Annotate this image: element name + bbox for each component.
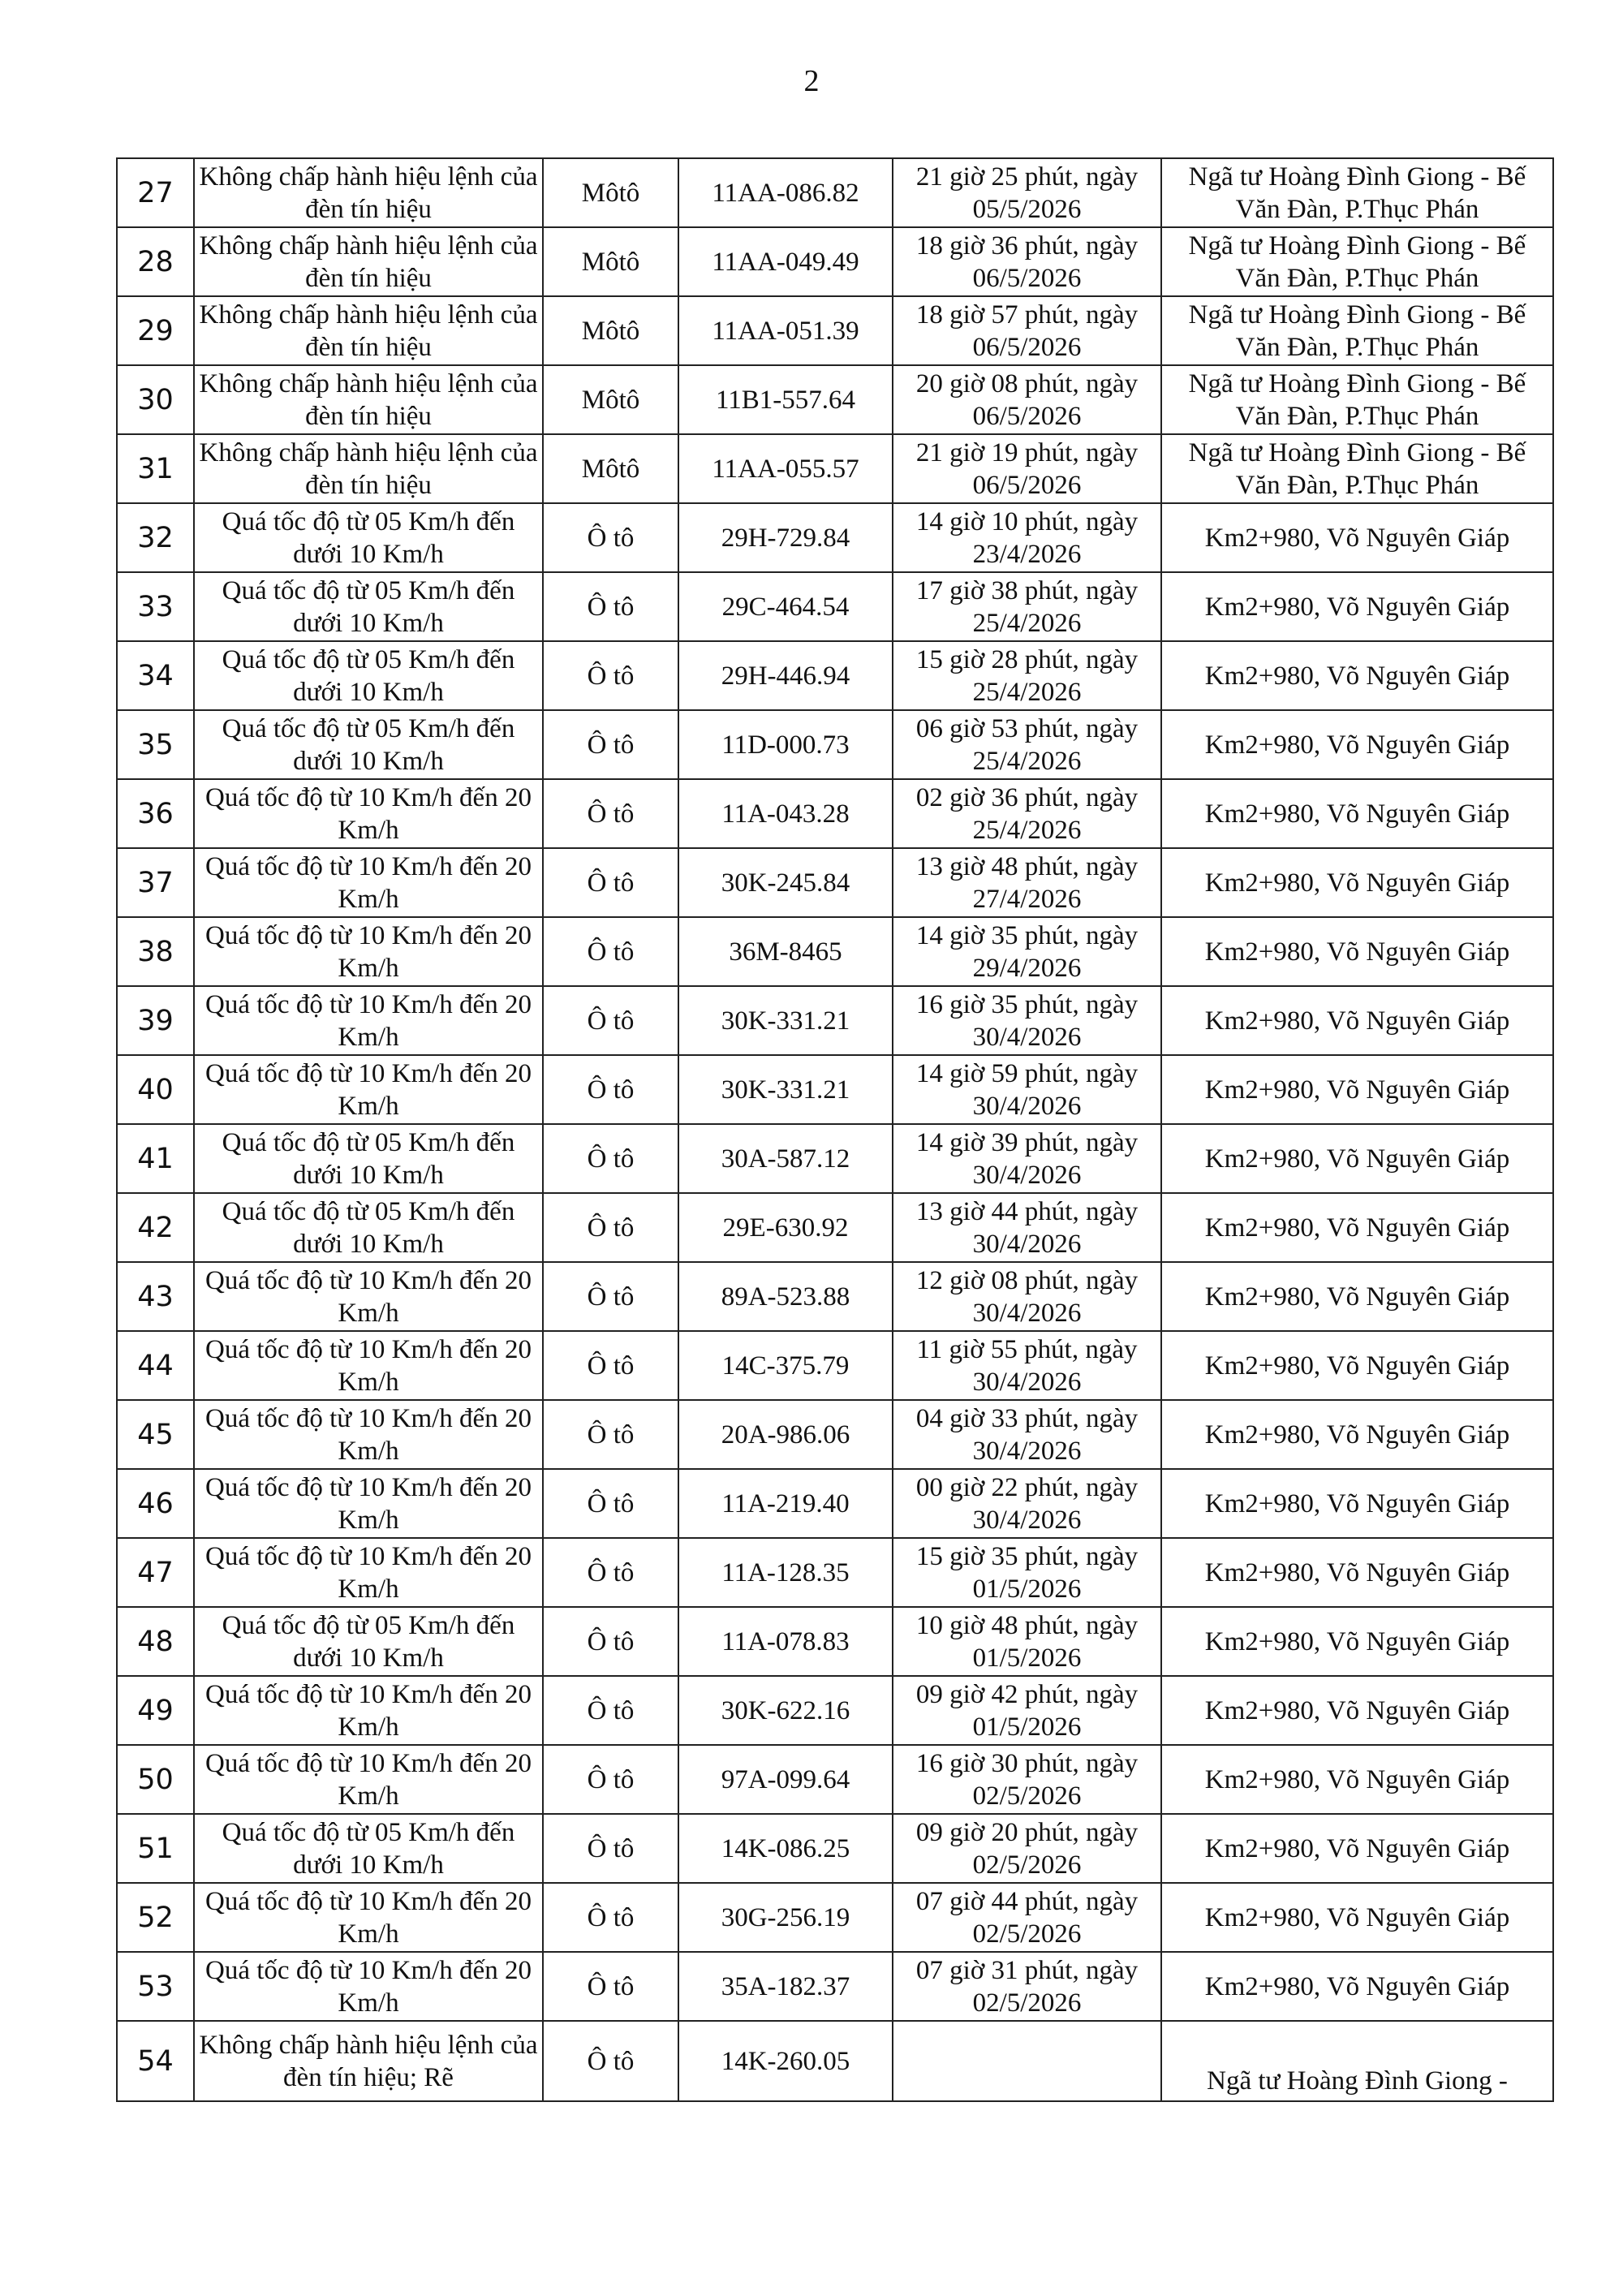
- table-body: [117, 158, 1553, 2101]
- location-cell: Km2+980, Võ Nguyên Giáp: [1161, 1124, 1553, 1193]
- violation-cell: Quá tốc độ từ 10 Km/h đến 20 Km/h: [194, 1331, 543, 1400]
- violation-time-cell: 14 giờ 35 phút, ngày 29/4/2026: [893, 917, 1161, 986]
- violation-cell: Quá tốc độ từ 10 Km/h đến 20 Km/h: [194, 779, 543, 848]
- violation-time-cell: 00 giờ 22 phút, ngày 30/4/2026: [893, 1469, 1161, 1538]
- violation-time-cell: 14 giờ 10 phút, ngày 23/4/2026: [893, 503, 1161, 572]
- license-plate-cell: 14C-375.79: [678, 1331, 893, 1400]
- vehicle-type-cell: Ô tô: [543, 1538, 678, 1607]
- license-plate-cell: 29H-446.94: [678, 641, 893, 710]
- vehicle-type-cell: Ô tô: [543, 1607, 678, 1676]
- location-cell: Km2+980, Võ Nguyên Giáp: [1161, 848, 1553, 917]
- license-plate-cell: 29E-630.92: [678, 1193, 893, 1262]
- violation-cell: Quá tốc độ từ 10 Km/h đến 20 Km/h: [194, 1676, 543, 1745]
- vehicle-type-cell: Ô tô: [543, 2021, 678, 2101]
- license-plate-cell: 14K-086.25: [678, 1814, 893, 1883]
- vehicle-type-cell: Ô tô: [543, 917, 678, 986]
- license-plate-cell: 97A-099.64: [678, 1745, 893, 1814]
- location-cell: Km2+980, Võ Nguyên Giáp: [1161, 1676, 1553, 1745]
- row-number-cell: 37: [117, 848, 194, 917]
- vehicle-type-cell: Ô tô: [543, 1331, 678, 1400]
- table-row: [117, 1676, 1553, 1745]
- location-cell: Ngã tư Hoàng Đình Giong - Bế Văn Đàn, P.Thục Phán: [1161, 296, 1553, 365]
- violation-cell: Không chấp hành hiệu lệnh của đèn tín hiệu: [194, 296, 543, 365]
- table-row: [117, 365, 1553, 434]
- table-row: [117, 1193, 1553, 1262]
- violation-cell: Quá tốc độ từ 10 Km/h đến 20 Km/h: [194, 1745, 543, 1814]
- vehicle-type-cell: Ô tô: [543, 1193, 678, 1262]
- vehicle-type-cell: Môtô: [543, 296, 678, 365]
- violation-cell: Quá tốc độ từ 05 Km/h đến dưới 10 Km/h: [194, 503, 543, 572]
- violation-time-cell: 21 giờ 19 phút, ngày 06/5/2026: [893, 434, 1161, 503]
- location-cell: Km2+980, Võ Nguyên Giáp: [1161, 710, 1553, 779]
- table-row: [117, 1814, 1553, 1883]
- license-plate-cell: 11AA-086.82: [678, 158, 893, 227]
- location-cell: Km2+980, Võ Nguyên Giáp: [1161, 1400, 1553, 1469]
- violation-time-cell: [893, 2021, 1161, 2101]
- vehicle-type-cell: Ô tô: [543, 1400, 678, 1469]
- violation-time-cell: 20 giờ 08 phút, ngày 06/5/2026: [893, 365, 1161, 434]
- table-row: [117, 917, 1553, 986]
- row-number-cell: 38: [117, 917, 194, 986]
- license-plate-cell: 11A-078.83: [678, 1607, 893, 1676]
- table-row: [117, 158, 1553, 227]
- location-cell: Km2+980, Võ Nguyên Giáp: [1161, 986, 1553, 1055]
- row-number-cell: 40: [117, 1055, 194, 1124]
- vehicle-type-cell: Ô tô: [543, 779, 678, 848]
- violation-cell: Quá tốc độ từ 10 Km/h đến 20 Km/h: [194, 848, 543, 917]
- violation-time-cell: 02 giờ 36 phút, ngày 25/4/2026: [893, 779, 1161, 848]
- location-cell: Km2+980, Võ Nguyên Giáp: [1161, 1538, 1553, 1607]
- violation-time-cell: 07 giờ 31 phút, ngày 02/5/2026: [893, 1952, 1161, 2021]
- table-row: [117, 296, 1553, 365]
- table-row: [117, 1262, 1553, 1331]
- vehicle-type-cell: Ô tô: [543, 710, 678, 779]
- row-number-cell: 54: [117, 2021, 194, 2101]
- violation-cell: Quá tốc độ từ 10 Km/h đến 20 Km/h: [194, 1952, 543, 2021]
- violation-cell: Quá tốc độ từ 05 Km/h đến dưới 10 Km/h: [194, 1814, 543, 1883]
- violation-cell: Quá tốc độ từ 05 Km/h đến dưới 10 Km/h: [194, 572, 543, 641]
- violation-cell: Quá tốc độ từ 05 Km/h đến dưới 10 Km/h: [194, 1124, 543, 1193]
- license-plate-cell: 11AA-049.49: [678, 227, 893, 296]
- violation-time-cell: 11 giờ 55 phút, ngày 30/4/2026: [893, 1331, 1161, 1400]
- license-plate-cell: 30K-331.21: [678, 986, 893, 1055]
- table-row: [117, 710, 1553, 779]
- violation-cell: Không chấp hành hiệu lệnh của đèn tín hiệu; Rẽ: [194, 2021, 543, 2101]
- license-plate-cell: 11B1-557.64: [678, 365, 893, 434]
- table-row: [117, 1952, 1553, 2021]
- violation-time-cell: 14 giờ 39 phút, ngày 30/4/2026: [893, 1124, 1161, 1193]
- vehicle-type-cell: Ô tô: [543, 1055, 678, 1124]
- location-cell: Km2+980, Võ Nguyên Giáp: [1161, 1814, 1553, 1883]
- violation-cell: Quá tốc độ từ 10 Km/h đến 20 Km/h: [194, 986, 543, 1055]
- violation-cell: Không chấp hành hiệu lệnh của đèn tín hiệu: [194, 158, 543, 227]
- row-number-cell: 44: [117, 1331, 194, 1400]
- license-plate-cell: 30A-587.12: [678, 1124, 893, 1193]
- vehicle-type-cell: Ô tô: [543, 1952, 678, 2021]
- table-row: [117, 641, 1553, 710]
- license-plate-cell: 11A-219.40: [678, 1469, 893, 1538]
- row-number-cell: 36: [117, 779, 194, 848]
- row-number-cell: 47: [117, 1538, 194, 1607]
- location-cell: Km2+980, Võ Nguyên Giáp: [1161, 1331, 1553, 1400]
- table-row: [117, 848, 1553, 917]
- violation-time-cell: 13 giờ 48 phút, ngày 27/4/2026: [893, 848, 1161, 917]
- table-row: [117, 2021, 1553, 2101]
- violation-time-cell: 16 giờ 35 phút, ngày 30/4/2026: [893, 986, 1161, 1055]
- location-cell: Ngã tư Hoàng Đình Giong - Bế Văn Đàn, P.Thục Phán: [1161, 365, 1553, 434]
- location-cell: Km2+980, Võ Nguyên Giáp: [1161, 1055, 1553, 1124]
- violation-cell: Không chấp hành hiệu lệnh của đèn tín hiệu: [194, 227, 543, 296]
- violation-cell: Quá tốc độ từ 10 Km/h đến 20 Km/h: [194, 1400, 543, 1469]
- vehicle-type-cell: Môtô: [543, 365, 678, 434]
- license-plate-cell: 29C-464.54: [678, 572, 893, 641]
- location-cell: Km2+980, Võ Nguyên Giáp: [1161, 572, 1553, 641]
- license-plate-cell: 30K-245.84: [678, 848, 893, 917]
- vehicle-type-cell: Ô tô: [543, 848, 678, 917]
- violation-cell: Quá tốc độ từ 05 Km/h đến dưới 10 Km/h: [194, 1193, 543, 1262]
- row-number-cell: 33: [117, 572, 194, 641]
- row-number-cell: 53: [117, 1952, 194, 2021]
- vehicle-type-cell: Môtô: [543, 227, 678, 296]
- vehicle-type-cell: Ô tô: [543, 1262, 678, 1331]
- row-number-cell: 30: [117, 365, 194, 434]
- violation-time-cell: 17 giờ 38 phút, ngày 25/4/2026: [893, 572, 1161, 641]
- license-plate-cell: 14K-260.05: [678, 2021, 893, 2101]
- vehicle-type-cell: Ô tô: [543, 1745, 678, 1814]
- table-row: [117, 572, 1553, 641]
- row-number-cell: 43: [117, 1262, 194, 1331]
- violation-cell: Quá tốc độ từ 10 Km/h đến 20 Km/h: [194, 1262, 543, 1331]
- violation-time-cell: 07 giờ 44 phút, ngày 02/5/2026: [893, 1883, 1161, 1952]
- table-row: [117, 1331, 1553, 1400]
- violation-cell: Quá tốc độ từ 05 Km/h đến dưới 10 Km/h: [194, 1607, 543, 1676]
- table-row: [117, 503, 1553, 572]
- row-number-cell: 29: [117, 296, 194, 365]
- violation-cell: Quá tốc độ từ 10 Km/h đến 20 Km/h: [194, 1883, 543, 1952]
- violation-time-cell: 16 giờ 30 phút, ngày 02/5/2026: [893, 1745, 1161, 1814]
- license-plate-cell: 29H-729.84: [678, 503, 893, 572]
- row-number-cell: 41: [117, 1124, 194, 1193]
- license-plate-cell: 11A-128.35: [678, 1538, 893, 1607]
- violation-time-cell: 10 giờ 48 phút, ngày 01/5/2026: [893, 1607, 1161, 1676]
- violation-time-cell: 18 giờ 57 phút, ngày 06/5/2026: [893, 296, 1161, 365]
- row-number-cell: 50: [117, 1745, 194, 1814]
- violation-time-cell: 15 giờ 28 phút, ngày 25/4/2026: [893, 641, 1161, 710]
- violation-time-cell: 09 giờ 42 phút, ngày 01/5/2026: [893, 1676, 1161, 1745]
- violation-time-cell: 12 giờ 08 phút, ngày 30/4/2026: [893, 1262, 1161, 1331]
- row-number-cell: 52: [117, 1883, 194, 1952]
- table-row: [117, 779, 1553, 848]
- violation-cell: Không chấp hành hiệu lệnh của đèn tín hiệu: [194, 434, 543, 503]
- row-number-cell: 28: [117, 227, 194, 296]
- row-number-cell: 51: [117, 1814, 194, 1883]
- row-number-cell: 39: [117, 986, 194, 1055]
- location-cell: Km2+980, Võ Nguyên Giáp: [1161, 1745, 1553, 1814]
- violation-time-cell: 04 giờ 33 phút, ngày 30/4/2026: [893, 1400, 1161, 1469]
- license-plate-cell: 11D-000.73: [678, 710, 893, 779]
- row-number-cell: 35: [117, 710, 194, 779]
- vehicle-type-cell: Ô tô: [543, 1676, 678, 1745]
- location-cell: Ngã tư Hoàng Đình Giong -: [1161, 2021, 1553, 2101]
- license-plate-cell: 30G-256.19: [678, 1883, 893, 1952]
- row-number-cell: 48: [117, 1607, 194, 1676]
- location-cell: Km2+980, Võ Nguyên Giáp: [1161, 1883, 1553, 1952]
- table-row: [117, 227, 1553, 296]
- table-row: [117, 1055, 1553, 1124]
- violation-time-cell: 14 giờ 59 phút, ngày 30/4/2026: [893, 1055, 1161, 1124]
- row-number-cell: 46: [117, 1469, 194, 1538]
- table-row: [117, 1538, 1553, 1607]
- violations-table: [116, 157, 1554, 2102]
- license-plate-cell: 11A-043.28: [678, 779, 893, 848]
- table-row: [117, 1607, 1553, 1676]
- violation-cell: Quá tốc độ từ 10 Km/h đến 20 Km/h: [194, 1055, 543, 1124]
- violation-cell: Quá tốc độ từ 10 Km/h đến 20 Km/h: [194, 1538, 543, 1607]
- page-number: 2: [803, 64, 820, 98]
- license-plate-cell: 30K-622.16: [678, 1676, 893, 1745]
- license-plate-cell: 11AA-055.57: [678, 434, 893, 503]
- vehicle-type-cell: Ô tô: [543, 1469, 678, 1538]
- location-cell: Km2+980, Võ Nguyên Giáp: [1161, 1262, 1553, 1331]
- location-cell: Ngã tư Hoàng Đình Giong - Bế Văn Đàn, P.Thục Phán: [1161, 227, 1553, 296]
- violation-time-cell: 13 giờ 44 phút, ngày 30/4/2026: [893, 1193, 1161, 1262]
- row-number-cell: 32: [117, 503, 194, 572]
- vehicle-type-cell: Ô tô: [543, 572, 678, 641]
- license-plate-cell: 30K-331.21: [678, 1055, 893, 1124]
- violation-time-cell: 18 giờ 36 phút, ngày 06/5/2026: [893, 227, 1161, 296]
- table-row: [117, 986, 1553, 1055]
- location-cell: Km2+980, Võ Nguyên Giáp: [1161, 503, 1553, 572]
- row-number-cell: 42: [117, 1193, 194, 1262]
- license-plate-cell: 20A-986.06: [678, 1400, 893, 1469]
- violation-time-cell: 15 giờ 35 phút, ngày 01/5/2026: [893, 1538, 1161, 1607]
- violation-cell: Quá tốc độ từ 05 Km/h đến dưới 10 Km/h: [194, 710, 543, 779]
- violation-cell: Không chấp hành hiệu lệnh của đèn tín hiệu: [194, 365, 543, 434]
- violation-time-cell: 06 giờ 53 phút, ngày 25/4/2026: [893, 710, 1161, 779]
- license-plate-cell: 11AA-051.39: [678, 296, 893, 365]
- location-cell: Km2+980, Võ Nguyên Giáp: [1161, 917, 1553, 986]
- table-row: [117, 1400, 1553, 1469]
- row-number-cell: 31: [117, 434, 194, 503]
- violation-time-cell: 21 giờ 25 phút, ngày 05/5/2026: [893, 158, 1161, 227]
- table-row: [117, 1124, 1553, 1193]
- table-row: [117, 1469, 1553, 1538]
- vehicle-type-cell: Ô tô: [543, 986, 678, 1055]
- row-number-cell: 27: [117, 158, 194, 227]
- table-row: [117, 434, 1553, 503]
- vehicle-type-cell: Môtô: [543, 434, 678, 503]
- location-cell: Km2+980, Võ Nguyên Giáp: [1161, 1469, 1553, 1538]
- location-cell: Km2+980, Võ Nguyên Giáp: [1161, 641, 1553, 710]
- row-number-cell: 34: [117, 641, 194, 710]
- location-cell: Km2+980, Võ Nguyên Giáp: [1161, 1952, 1553, 2021]
- violation-cell: Quá tốc độ từ 05 Km/h đến dưới 10 Km/h: [194, 641, 543, 710]
- location-cell: Ngã tư Hoàng Đình Giong - Bế Văn Đàn, P.Thục Phán: [1161, 158, 1553, 227]
- vehicle-type-cell: Ô tô: [543, 1124, 678, 1193]
- table-row: [117, 1745, 1553, 1814]
- location-cell: Km2+980, Võ Nguyên Giáp: [1161, 1193, 1553, 1262]
- row-number-cell: 45: [117, 1400, 194, 1469]
- vehicle-type-cell: Ô tô: [543, 1883, 678, 1952]
- vehicle-type-cell: Ô tô: [543, 641, 678, 710]
- table-row: [117, 1883, 1553, 1952]
- violation-cell: Quá tốc độ từ 10 Km/h đến 20 Km/h: [194, 1469, 543, 1538]
- location-cell: Km2+980, Võ Nguyên Giáp: [1161, 1607, 1553, 1676]
- violation-cell: Quá tốc độ từ 10 Km/h đến 20 Km/h: [194, 917, 543, 986]
- vehicle-type-cell: Môtô: [543, 158, 678, 227]
- location-cell: Ngã tư Hoàng Đình Giong - Bế Văn Đàn, P.Thục Phán: [1161, 434, 1553, 503]
- violation-time-cell: 09 giờ 20 phút, ngày 02/5/2026: [893, 1814, 1161, 1883]
- license-plate-cell: 35A-182.37: [678, 1952, 893, 2021]
- vehicle-type-cell: Ô tô: [543, 1814, 678, 1883]
- license-plate-cell: 89A-523.88: [678, 1262, 893, 1331]
- location-cell: Km2+980, Võ Nguyên Giáp: [1161, 779, 1553, 848]
- row-number-cell: 49: [117, 1676, 194, 1745]
- vehicle-type-cell: Ô tô: [543, 503, 678, 572]
- license-plate-cell: 36M-8465: [678, 917, 893, 986]
